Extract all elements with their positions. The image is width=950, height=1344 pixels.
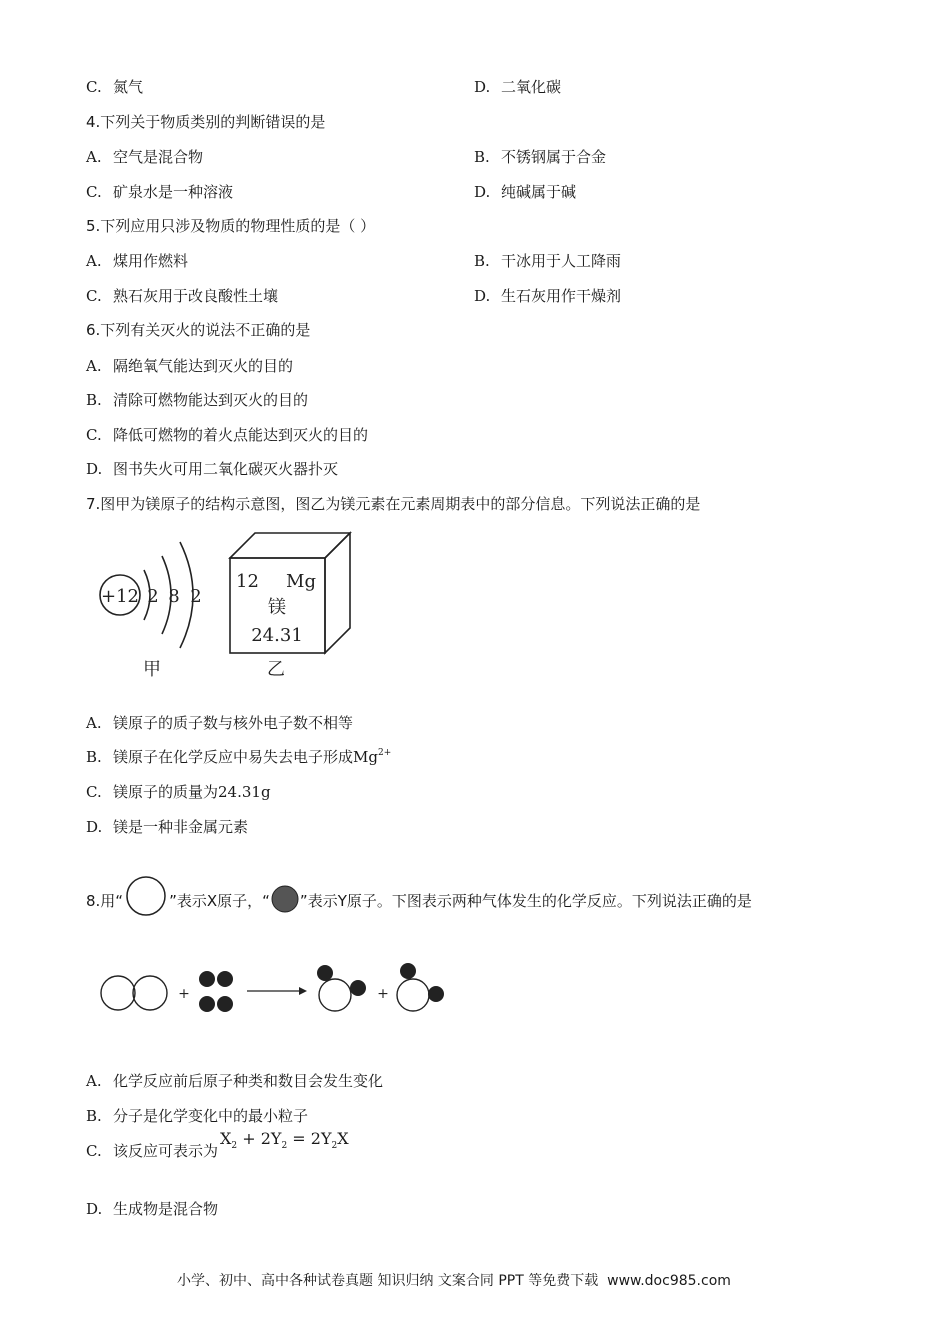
element-symbol: Mg bbox=[286, 571, 316, 592]
option-letter: A. bbox=[86, 714, 102, 732]
atom-structure-diagram bbox=[100, 542, 202, 680]
q6-option-d bbox=[86, 458, 338, 479]
q8-stem-part-1: 8.用“ bbox=[86, 892, 124, 910]
eq-x-product: X bbox=[337, 1129, 349, 1148]
option-text: 分子是化学变化中的最小粒子 bbox=[113, 1107, 309, 1125]
q8-option-a bbox=[86, 1070, 383, 1091]
product-molecule-1 bbox=[317, 965, 366, 1011]
x2-molecule bbox=[101, 976, 167, 1010]
option-text: 镁原子在化学反应中易失去电子形成Mg bbox=[113, 748, 378, 766]
option-letter: B. bbox=[86, 748, 102, 766]
q3-option-c bbox=[86, 76, 143, 97]
q4-stem: 4.下列关于物质类别的判断错误的是 bbox=[86, 113, 326, 131]
q8-option-c bbox=[86, 1129, 349, 1163]
cube-top bbox=[230, 533, 350, 558]
option-letter: C. bbox=[86, 78, 102, 96]
q3-option-d bbox=[474, 76, 561, 97]
option-letter: A. bbox=[86, 1072, 102, 1090]
y-atom-legend-icon bbox=[270, 884, 300, 914]
option-letter: B. bbox=[86, 1107, 102, 1125]
q8-option-b bbox=[86, 1105, 308, 1126]
option-text: 该反应可表示为 bbox=[113, 1142, 219, 1160]
shell-2-electrons: 8 bbox=[168, 586, 180, 607]
eq-plus: + 2Y bbox=[237, 1129, 282, 1148]
q8-stem-part-2: ”表示X原子，“ bbox=[169, 892, 270, 910]
option-text: 降低可燃物的着火点能达到灭火的目的 bbox=[113, 426, 369, 444]
option-text: 熟石灰用于改良酸性土壤 bbox=[113, 287, 279, 305]
eq-equals: = 2Y bbox=[287, 1129, 332, 1148]
q6-option-a bbox=[86, 355, 293, 376]
reaction-arrow bbox=[247, 987, 307, 995]
option-text: 空气是混合物 bbox=[113, 148, 204, 166]
q6-option-c bbox=[86, 424, 368, 445]
option-text: 生石灰用作干燥剂 bbox=[501, 287, 622, 305]
q6-stem: 6.下列有关灭火的说法不正确的是 bbox=[86, 321, 311, 339]
eq-sub: 2 bbox=[331, 1141, 338, 1152]
periodic-table-cell bbox=[230, 533, 350, 680]
cube-side bbox=[325, 533, 350, 653]
x-atom-legend-icon bbox=[123, 876, 169, 916]
option-text: 清除可燃物能达到灭火的目的 bbox=[113, 391, 309, 409]
option-text: 氮气 bbox=[113, 78, 144, 96]
option-text: 不锈钢属于合金 bbox=[501, 148, 607, 166]
eq-sub: 2 bbox=[281, 1141, 288, 1152]
page-footer bbox=[177, 1270, 731, 1290]
figure-label-yi: 乙 bbox=[267, 659, 285, 680]
q6-option-b bbox=[86, 389, 308, 410]
option-letter: A. bbox=[86, 357, 102, 375]
option-letter: D. bbox=[474, 183, 491, 201]
option-text: 生成物是混合物 bbox=[113, 1200, 219, 1218]
q8-stem-part-3: ”表示Y原子。下图表示两种气体发生的化学反应。下列说法正确的是 bbox=[299, 892, 752, 910]
q7-option-d bbox=[86, 816, 248, 837]
nucleus-charge: +12 bbox=[101, 586, 139, 607]
plus-sign-right: + bbox=[377, 986, 389, 1002]
shell-3-electrons: 2 bbox=[190, 586, 202, 607]
q4-option-b bbox=[474, 146, 606, 167]
option-text: 隔绝氧气能达到灭火的目的 bbox=[113, 357, 294, 375]
atomic-number: 12 bbox=[236, 571, 259, 592]
atomic-mass: 24.31 bbox=[251, 625, 303, 646]
option-letter: A. bbox=[86, 148, 102, 166]
reaction-diagram bbox=[95, 955, 455, 1020]
q4-option-d bbox=[474, 181, 576, 202]
q5-option-c bbox=[86, 285, 278, 306]
product-molecule-2 bbox=[397, 963, 444, 1011]
option-text: 煤用作燃料 bbox=[113, 252, 189, 270]
option-text: 矿泉水是一种溶液 bbox=[113, 183, 234, 201]
option-letter: C. bbox=[86, 183, 102, 201]
element-name: 镁 bbox=[268, 597, 286, 618]
option-text: 纯碱属于碱 bbox=[501, 183, 577, 201]
plus-sign-left: + bbox=[178, 986, 190, 1002]
q4-option-c bbox=[86, 181, 233, 202]
q4-option-a bbox=[86, 146, 203, 167]
figure-label-jia: 甲 bbox=[143, 659, 161, 680]
option-letter: D. bbox=[474, 78, 491, 96]
option-letter: B. bbox=[474, 148, 490, 166]
q8-stem bbox=[86, 876, 752, 916]
footer-text: 小学、初中、高中各种试卷真题 知识归纳 文案合同 PPT 等免费下载 bbox=[177, 1273, 599, 1289]
option-text: 镁原子的质子数与核外电子数不相等 bbox=[113, 714, 354, 732]
magnesium-figure bbox=[90, 528, 370, 688]
option-letter: D. bbox=[86, 818, 103, 836]
q8-option-d bbox=[86, 1198, 218, 1219]
option-letter: B. bbox=[474, 252, 490, 270]
reaction-equation bbox=[220, 1129, 349, 1152]
option-letter: A. bbox=[86, 252, 102, 270]
option-text: 二氧化碳 bbox=[501, 78, 562, 96]
eq-x: X bbox=[220, 1129, 232, 1148]
q7-stem: 7.图甲为镁原子的结构示意图，图乙为镁元素在元素周期表中的部分信息。下列说法正确的是 bbox=[86, 495, 701, 513]
q7-option-b bbox=[86, 746, 391, 767]
q5-stem: 5.下列应用只涉及物质的物理性质的是（ ） bbox=[86, 217, 376, 235]
option-letter: D. bbox=[474, 287, 491, 305]
option-letter: C. bbox=[86, 783, 102, 801]
option-letter: D. bbox=[86, 460, 103, 478]
option-text: 干冰用于人工降雨 bbox=[501, 252, 622, 270]
option-letter: B. bbox=[86, 391, 102, 409]
option-letter: D. bbox=[86, 1200, 103, 1218]
shell-1-electrons: 2 bbox=[147, 586, 159, 607]
option-letter: C. bbox=[86, 426, 102, 444]
q5-option-d bbox=[474, 285, 621, 306]
ion-charge: 2+ bbox=[377, 748, 392, 758]
footer-url[interactable]: www.doc985.com bbox=[607, 1273, 731, 1289]
option-letter: C. bbox=[86, 287, 102, 305]
option-text: 镁原子的质量为24.31g bbox=[113, 783, 271, 801]
option-text: 化学反应前后原子种类和数目会发生变化 bbox=[113, 1072, 384, 1090]
y2-molecules bbox=[199, 971, 233, 1012]
option-text: 图书失火可用二氧化碳灭火器扑灭 bbox=[113, 460, 339, 478]
q5-option-a bbox=[86, 250, 188, 271]
eq-sub: 2 bbox=[231, 1141, 238, 1152]
q5-option-b bbox=[474, 250, 621, 271]
q7-option-a bbox=[86, 712, 353, 733]
option-letter: C. bbox=[86, 1142, 102, 1160]
option-text: 镁是一种非金属元素 bbox=[113, 818, 249, 836]
q7-option-c bbox=[86, 781, 271, 802]
